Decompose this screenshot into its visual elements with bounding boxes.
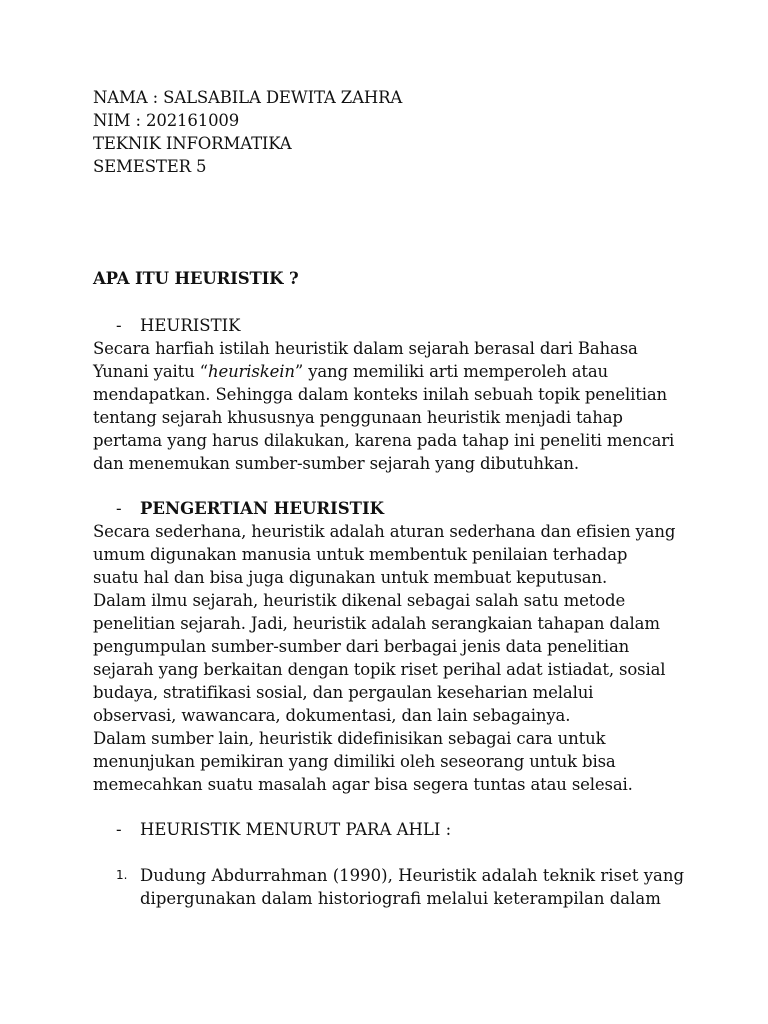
list-item-line: dipergunakan dalam historiografi melalui keterampilan dalam <box>140 889 661 908</box>
paragraph-line: memecahkan suatu masalah agar bisa segera tuntas atau selesai. <box>93 775 633 794</box>
section-heading-para-ahli <box>116 818 451 841</box>
dash-bullet: - <box>116 499 122 518</box>
dash-bullet: - <box>116 316 122 335</box>
paragraph-line: Dalam ilmu sejarah, heuristik dikenal sebagai salah satu metode <box>93 591 626 610</box>
paragraph-line: pertama yang harus dilakukan, karena pada tahap ini peneliti mencari <box>93 431 675 450</box>
paragraph-line: dan menemukan sumber-sumber sejarah yang dibutuhkan. <box>93 454 579 473</box>
paragraph-line: observasi, wawancara, dokumentasi, dan lain sebagainya. <box>93 706 571 725</box>
section-heading-text: HEURISTIK <box>140 316 241 335</box>
section-heading-text: PENGERTIAN HEURISTIK <box>140 499 385 518</box>
paragraph-line <box>93 360 693 383</box>
paragraph-line: pengumpulan sumber-sumber dari berbagai jenis data penelitian <box>93 637 630 656</box>
student-name: NAMA : SALSABILA DEWITA ZAHRA <box>93 88 403 107</box>
section-heading-heuristik <box>116 314 240 337</box>
text-run: Yunani yaitu “ <box>93 362 208 381</box>
paragraph-line: menunjukan pemikiran yang dimiliki oleh seseorang untuk bisa <box>93 752 616 771</box>
student-semester: SEMESTER 5 <box>93 157 207 176</box>
italic-term: heuriskein <box>207 362 295 381</box>
list-number: 1. <box>116 868 128 882</box>
student-nim: NIM : 202161009 <box>93 111 240 130</box>
dash-bullet: - <box>116 820 122 839</box>
section-heading-pengertian <box>116 497 384 520</box>
paragraph-line: budaya, stratifikasi sosial, dan pergaulan keseharian melalui <box>93 683 594 702</box>
paragraph-line: sejarah yang berkaitan dengan topik riset perihal adat istiadat, sosial <box>93 660 666 679</box>
section-paragraph-heuristik <box>93 337 693 475</box>
paragraph-line: tentang sejarah khususnya penggunaan heuristik menjadi tahap <box>93 408 623 427</box>
section-paragraph-pengertian <box>93 520 693 796</box>
document-title: APA ITU HEURISTIK ? <box>93 269 299 288</box>
paragraph-line: Secara harfiah istilah heuristik dalam sejarah berasal dari Bahasa <box>93 339 638 358</box>
section-heading-text: HEURISTIK MENURUT PARA AHLI : <box>140 820 452 839</box>
paragraph-line: penelitian sejarah. Jadi, heuristik adalah serangkaian tahapan dalam <box>93 614 660 633</box>
list-item-line: Dudung Abdurrahman (1990), Heuristik adalah teknik riset yang <box>140 866 685 885</box>
paragraph-line: Dalam sumber lain, heuristik didefinisikan sebagai cara untuk <box>93 729 606 748</box>
student-info <box>93 86 693 178</box>
paragraph-line: mendapatkan. Sehingga dalam konteks inilah sebuah topik penelitian <box>93 385 667 404</box>
paragraph-line: Secara sederhana, heuristik adalah aturan sederhana dan efisien yang <box>93 522 676 541</box>
paragraph-line: suatu hal dan bisa juga digunakan untuk membuat keputusan. <box>93 568 608 587</box>
text-run: ” yang memiliki arti memperoleh atau <box>294 362 609 381</box>
student-major: TEKNIK INFORMATIKA <box>93 134 292 153</box>
paragraph-line: umum digunakan manusia untuk membentuk penilaian terhadap <box>93 545 628 564</box>
numbered-list-item <box>116 864 684 910</box>
